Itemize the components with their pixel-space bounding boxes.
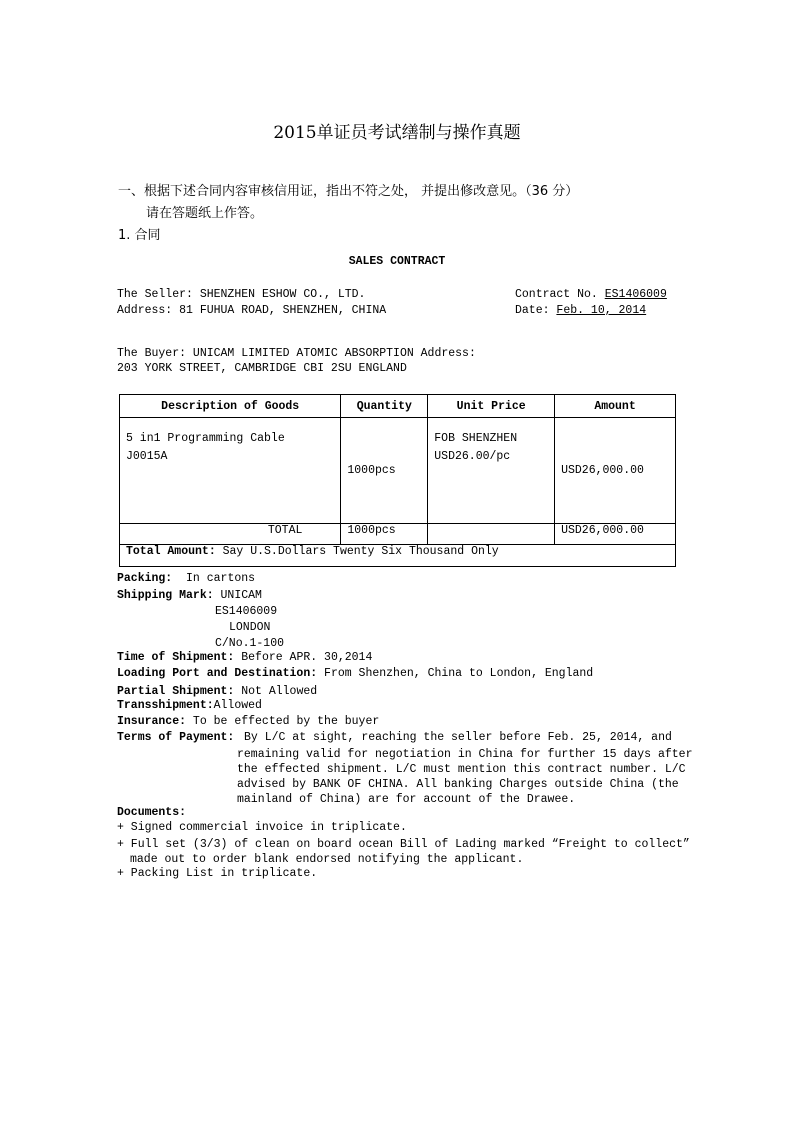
- quantity-cell: 1000pcs: [341, 418, 428, 524]
- document-item-1: + Signed commercial invoice in triplicate.: [117, 821, 407, 834]
- total-amount-label: Total Amount:: [126, 545, 216, 558]
- address-line: [117, 304, 386, 317]
- mark-value-1: UNICAM: [220, 589, 262, 602]
- partial-value: Not Allowed: [241, 685, 318, 698]
- trans-line: [117, 699, 262, 712]
- total-empty-cell: [428, 524, 555, 545]
- buyer-line-2: 203 YORK STREET, CAMBRIDGE CBI 2SU ENGLAND: [117, 362, 407, 375]
- loading-label: Loading Port and Destination:: [117, 667, 318, 680]
- date-label: Date:: [515, 304, 550, 317]
- total-row: [120, 524, 676, 545]
- mark-line: [117, 589, 262, 602]
- total-quantity: 1000pcs: [341, 524, 428, 545]
- amount-words-row: [120, 545, 676, 567]
- partial-line: [117, 685, 317, 698]
- unit-price-cell: [428, 418, 555, 524]
- unit-price-line-1: FOB SHENZHEN: [434, 432, 518, 445]
- mark-value-3: LONDON: [229, 621, 271, 634]
- insurance-value: To be effected by the buyer: [192, 715, 380, 728]
- seller-line: [117, 288, 365, 301]
- table-row: [120, 418, 676, 524]
- date-value: Feb. 10, 2014: [556, 304, 647, 317]
- document-item-2-cont: made out to order blank endorsed notifying the applicant.: [130, 853, 524, 866]
- contract-heading: SALES CONTRACT: [348, 255, 446, 268]
- contract-no-label: Contract No.: [515, 288, 598, 301]
- insurance-label: Insurance:: [117, 715, 187, 728]
- amount-words-cell: [120, 545, 676, 567]
- description-line-2: J0015A: [126, 450, 168, 463]
- total-label: TOTAL: [120, 524, 341, 545]
- payment-line-4: advised by BANK OF CHINA. All banking Charges outside China (the: [237, 778, 679, 791]
- buyer-line-1: The Buyer: UNICAM LIMITED ATOMIC ABSORPTION Address:: [117, 347, 476, 360]
- contract-no-value: ES1406009: [604, 288, 667, 301]
- total-amount: USD26,000.00: [555, 524, 676, 545]
- header-quantity: Quantity: [341, 395, 428, 418]
- header-unit-price: Unit Price: [428, 395, 555, 418]
- packing-value: In cartons: [186, 572, 256, 585]
- partial-label: Partial Shipment:: [117, 685, 235, 698]
- address-value: 81 FUHUA ROAD, SHENZHEN, CHINA: [179, 304, 387, 317]
- seller-value: SHENZHEN ESHOW CO., LTD.: [199, 288, 366, 301]
- insurance-line: [117, 715, 379, 728]
- trans-label: Transshipment:: [117, 699, 214, 712]
- description-cell: [120, 418, 341, 524]
- description-line-1: 5 in1 Programming Cable: [126, 432, 285, 445]
- payment-label: Terms of Payment:: [117, 731, 235, 744]
- page-title: 2015单证员考试缮制与操作真题: [273, 123, 521, 143]
- packing-line: [117, 572, 255, 585]
- question-line-1: 一、根据下述合同内容审核信用证，指出不符之处， 并提出修改意见。（36 分）: [118, 184, 579, 199]
- address-label: Address:: [117, 304, 173, 317]
- question-item: 1. 合同: [118, 228, 161, 243]
- header-description: Description of Goods: [120, 395, 341, 418]
- mark-value-2: ES1406009: [215, 605, 278, 618]
- loading-value: From Shenzhen, China to London, England: [324, 667, 594, 680]
- loading-line: [117, 667, 593, 680]
- goods-table: [119, 394, 676, 567]
- payment-label-line: [117, 731, 234, 744]
- mark-value-4: C/No.1-100: [215, 637, 285, 650]
- payment-line-3: the effected shipment. L/C must mention this contract number. L/C: [237, 763, 686, 776]
- unit-price-line-2: USD26.00/pc: [434, 450, 511, 463]
- payment-line-2: remaining valid for negotiation in China for further 15 days after: [237, 748, 693, 761]
- document-item-3: + Packing List in triplicate.: [117, 867, 318, 880]
- shipment-line: [117, 651, 372, 664]
- amount-cell: USD26,000.00: [555, 418, 676, 524]
- payment-line-1: By L/C at sight, reaching the seller before Feb. 25, 2014, and: [244, 731, 672, 744]
- packing-label: Packing:: [117, 572, 173, 585]
- shipment-label: Time of Shipment:: [117, 651, 235, 664]
- contract-no-line: [515, 288, 667, 301]
- payment-line-5: mainland of China) are for account of the Drawee.: [237, 793, 576, 806]
- document-item-2: + Full set (3/3) of clean on board ocean Bill of Lading marked “Freight to collect”: [117, 838, 690, 851]
- total-amount-words: Say U.S.Dollars Twenty Six Thousand Only: [222, 545, 499, 558]
- trans-value: Allowed: [213, 699, 262, 712]
- seller-label: The Seller:: [117, 288, 193, 301]
- header-amount: Amount: [555, 395, 676, 418]
- shipment-value: Before APR. 30,2014: [241, 651, 373, 664]
- documents-label: Documents:: [117, 806, 187, 819]
- date-line: [515, 304, 646, 317]
- question-line-2: 请在答题纸上作答。: [146, 206, 264, 221]
- mark-label: Shipping Mark:: [117, 589, 214, 602]
